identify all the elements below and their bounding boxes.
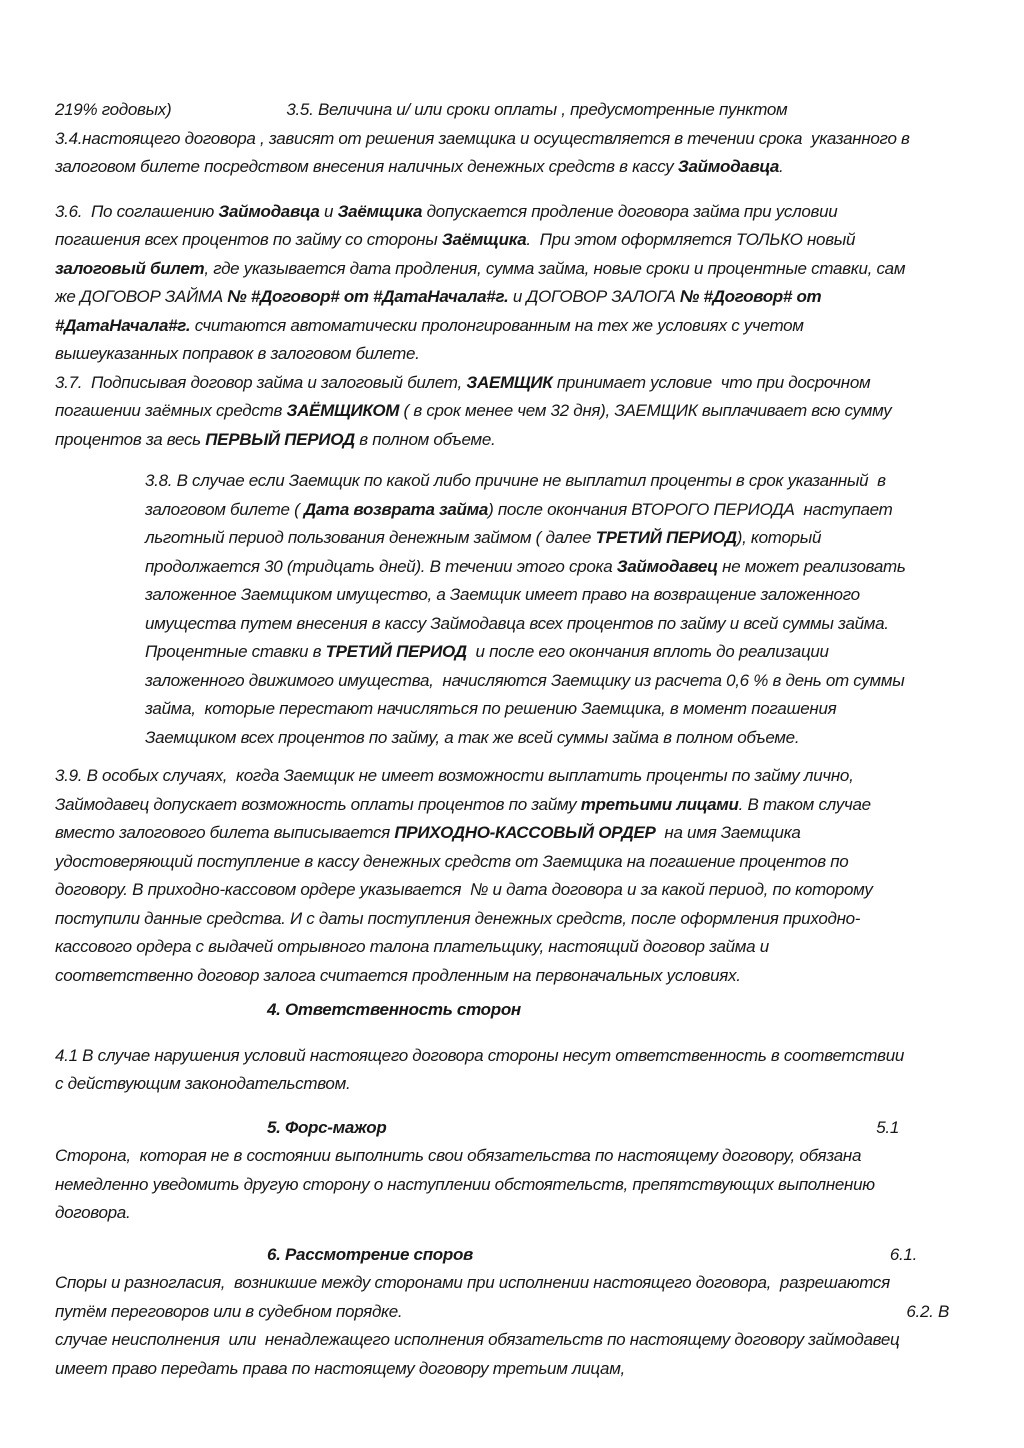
text-line	[55, 1241, 969, 1270]
text-run: путём переговоров или в судебном порядке.	[55, 1301, 403, 1321]
text-run: Споры и разногласия, возникшие между сторонами при исполнении настоящего договора, разрешаются	[55, 1273, 890, 1292]
text-line	[145, 695, 969, 724]
para-4-1	[55, 1042, 969, 1099]
para-5-body	[55, 1142, 969, 1228]
line-left-segment	[55, 1146, 861, 1165]
text-run: . При этом оформляется ТОЛЬКО новый	[526, 230, 856, 249]
line-left-segment	[267, 1241, 473, 1270]
heading-section-5	[55, 1114, 969, 1143]
text-run: случае неисполнения или ненадлежащего исполнения обязательств по настоящему договору займодавец	[55, 1330, 900, 1349]
line-left-segment	[55, 1203, 130, 1222]
text-run-bold: 4. Ответственность сторон	[267, 1000, 521, 1019]
line-left-segment	[55, 157, 783, 176]
line-left-segment	[55, 430, 495, 449]
text-line	[55, 153, 969, 182]
text-run-bold: #ДатаНачала#г.	[55, 315, 191, 335]
text-run: не может реализовать	[717, 556, 906, 576]
text-line	[55, 369, 969, 398]
text-run: и ДОГОВОР ЗАЛОГА	[508, 287, 680, 306]
line-left-segment	[145, 614, 889, 633]
line-left-segment	[55, 1298, 402, 1327]
text-run-bold: ЗАЁМЩИКОМ	[286, 401, 400, 420]
text-line	[55, 1298, 969, 1327]
text-run: кассового ордера с выдачей отрывного талона плательщику, настоящий договор займа и	[55, 937, 769, 956]
line-left-segment	[55, 259, 905, 278]
text-run: с действующим законодательством.	[55, 1074, 351, 1093]
text-run: продолжается 30 (тридцать дней). В течении этого срока	[145, 556, 617, 576]
text-run: 4.1 В случае нарушения условий настоящего договора стороны несут ответственность в соответствии	[55, 1045, 905, 1065]
line-left-segment	[55, 230, 855, 249]
text-run: вышеуказанных поправок в залоговом билете.	[55, 344, 420, 363]
text-run: имеет право передать права по настоящему договору третьим лицам,	[55, 1358, 625, 1378]
text-run: , где указывается дата продления, сумма займа, новые сроки и процентные ставки, сам	[204, 258, 906, 278]
text-line	[55, 1355, 969, 1384]
text-line	[145, 553, 969, 582]
text-line	[55, 819, 969, 848]
text-run: 3.6. По соглашению	[55, 201, 219, 221]
text-line	[55, 340, 969, 369]
text-run: договора.	[55, 1203, 131, 1222]
line-left-segment	[55, 880, 873, 899]
line-left-segment	[145, 500, 893, 519]
heading-section-6	[55, 1241, 969, 1270]
text-run: Процентные ставки в	[145, 642, 326, 661]
text-run-bold: ЗАЕМЩИК	[466, 372, 553, 392]
line-left-segment	[55, 1273, 890, 1292]
para-3-6	[55, 198, 969, 369]
text-line	[55, 1114, 969, 1143]
text-run: 3.7. Подписывая договор займа и залоговый билет,	[55, 372, 467, 392]
text-run: вместо залогового билета выписывается	[55, 823, 395, 842]
text-run-bold: Займодавца	[677, 157, 780, 176]
line-left-segment	[145, 557, 906, 576]
line-left-segment	[55, 852, 848, 871]
line-left-segment	[267, 1114, 386, 1143]
text-run: принимает условие что при досрочном	[552, 372, 871, 392]
text-line	[55, 1070, 969, 1099]
line-left-segment	[55, 1175, 875, 1194]
text-run: в полном объеме.	[354, 429, 496, 449]
line-left-segment	[55, 823, 801, 842]
line-left-segment	[55, 100, 787, 119]
line-left-segment	[145, 528, 821, 547]
text-run-bold: Дата возврата займа	[303, 499, 489, 519]
text-run: залоговом билете посредством внесения наличных денежных средств в кассу	[55, 157, 678, 176]
text-run: . В таком случае	[738, 794, 871, 814]
text-run: же ДОГОВОР ЗАЙМА	[55, 287, 228, 306]
text-line	[55, 1142, 969, 1171]
line-left-segment	[55, 1046, 904, 1065]
text-run-bold: третьими лицами	[580, 794, 739, 814]
text-run: заложенного движимого имущества, начисляются Заемщику из расчета 0,6 % в день от суммы	[145, 670, 905, 690]
text-run: Займодавец допускает возможность оплаты процентов по займу	[55, 794, 581, 814]
line-left-segment	[145, 699, 836, 718]
text-run-bold: ПЕРВЫЙ ПЕРИОД	[205, 429, 355, 449]
text-run: на имя Заемщика	[655, 823, 801, 842]
text-run: 219% годовых)	[55, 100, 172, 119]
text-line	[55, 312, 969, 341]
line-left-segment	[145, 471, 886, 490]
line-left-segment	[55, 1074, 350, 1093]
para-6-body	[55, 1269, 969, 1383]
line-left-segment	[55, 202, 837, 221]
text-run-bold: ТРЕТИЙ ПЕРИОД	[595, 528, 737, 547]
line-left-segment	[55, 401, 891, 420]
text-run-bold: залоговый билет	[55, 258, 205, 278]
line-left-segment	[55, 795, 871, 814]
text-run: 3.5. Величина и/ или сроки оплаты , предусмотренные пунктом	[286, 100, 788, 119]
text-line	[55, 762, 969, 791]
text-run: удостоверяющий поступление в кассу денежных средств от Заемщика на погашение процентов по	[55, 851, 849, 871]
text-line	[145, 496, 969, 525]
para-3-8	[55, 467, 969, 752]
text-run: Сторона, которая не в состоянии выполнить свои обязательства по настоящему договору, обязана	[55, 1146, 862, 1165]
text-line	[145, 724, 969, 753]
text-run-bold: 6. Рассмотрение споров	[267, 1244, 474, 1264]
line-left-segment	[55, 129, 910, 148]
text-line	[55, 962, 969, 991]
line-left-segment	[145, 671, 904, 690]
line-left-segment	[55, 373, 870, 392]
text-run: немедленно уведомить другую сторону о наступлении обстоятельств, препятствующих выполнению	[55, 1174, 875, 1194]
text-run: 5.1	[876, 1117, 899, 1137]
text-run-bold: № #Договор# от	[679, 287, 822, 306]
text-run: ) после окончания ВТОРОГО ПЕРИОДА наступает	[488, 499, 893, 519]
text-run: и после его окончания вплоть до реализации	[466, 642, 829, 661]
text-run: считаются автоматически пролонгированным на тех же условиях с учетом	[190, 315, 804, 335]
text-run: допускается продление договора займа при условии	[422, 201, 838, 221]
text-run: ( в срок менее чем 32 дня), ЗАЕМЩИК выплачивает всю сумму	[399, 401, 892, 420]
text-run: и	[319, 201, 338, 221]
line-left-segment	[55, 344, 420, 363]
text-run: льготный период пользования денежным займом ( далее	[145, 528, 596, 547]
text-run: 3.4.настоящего договора , зависят от решения заемщика и осуществляется в течении срока указанного в	[55, 128, 910, 148]
text-run: залоговом билете (	[145, 499, 304, 519]
text-run: ), который	[736, 528, 822, 547]
para-3-7	[55, 369, 969, 455]
line-left-segment	[55, 766, 854, 785]
text-line	[55, 791, 969, 820]
text-line	[55, 283, 969, 312]
line-right-segment	[876, 1114, 969, 1143]
text-run: погашения всех процентов по займу со стороны	[55, 230, 442, 249]
para-3-9	[55, 762, 969, 990]
text-line	[145, 610, 969, 639]
text-run: 3.9. В особых случаях, когда Заемщик не имеет возможности выплатить проценты по займу лично,	[55, 766, 854, 785]
text-run: погашении заёмных средств	[55, 401, 287, 420]
line-left-segment	[55, 1330, 899, 1349]
text-line	[55, 996, 969, 1025]
text-run: 6.1.	[889, 1244, 917, 1264]
text-line	[145, 581, 969, 610]
text-line	[55, 426, 969, 455]
text-line	[55, 1199, 969, 1228]
text-run: договору. В приходно-кассовом ордере указывается № и дата договора и за какой период, по которому	[55, 880, 873, 899]
text-line	[55, 876, 969, 905]
text-run-bold: Займодавца	[218, 201, 320, 221]
line-right-segment	[906, 1298, 969, 1327]
text-run: Заемщиком всех процентов по займу, а так же всей суммы займа в полном объеме.	[145, 727, 800, 747]
line-right-segment	[890, 1241, 969, 1270]
line-left-segment	[55, 966, 741, 985]
text-run-bold: Займодавец	[616, 556, 718, 576]
text-line	[55, 226, 969, 255]
text-line	[55, 125, 969, 154]
text-line	[55, 397, 969, 426]
text-run: поступили данные средства. И с даты поступления денежных средств, после оформления приходно-	[55, 908, 861, 928]
text-run-bold: Заёмщика	[441, 230, 527, 249]
text-line	[145, 467, 969, 496]
text-line	[145, 638, 969, 667]
line-left-segment	[145, 728, 799, 747]
text-run: займа, которые перестают начисляться по решению Заемщика, в момент погашения	[145, 699, 837, 718]
line-left-segment	[267, 1000, 521, 1019]
text-run-bold: 5. Форс-мажор	[267, 1117, 387, 1137]
para-3-5	[55, 96, 969, 182]
text-line	[145, 667, 969, 696]
line-left-segment	[55, 909, 860, 928]
line-left-segment	[55, 287, 821, 306]
text-run: .	[779, 157, 784, 176]
line-left-segment	[55, 937, 769, 956]
text-run: соответственно договор залога считается продленным на первоначальных условиях.	[55, 965, 741, 985]
line-left-segment	[55, 316, 804, 335]
text-run-bold: ТРЕТИЙ ПЕРИОД	[325, 642, 467, 661]
text-run: 3.8. В случае если Заемщик по какой либо причине не выплатил проценты в срок указанный в	[145, 471, 886, 490]
text-line	[55, 96, 969, 125]
line-left-segment	[145, 585, 860, 604]
line-left-segment	[55, 1359, 625, 1378]
text-line	[55, 1171, 969, 1200]
text-run-bold: № #Договор# от #ДатаНачала#г.	[227, 287, 509, 306]
text-run: 6.2. В	[906, 1301, 949, 1321]
text-run: заложенное Заемщиком имущество, а Заемщик имеет право на возвращение заложенного	[145, 585, 860, 604]
text-line	[55, 1326, 969, 1355]
text-line	[55, 1042, 969, 1071]
text-line	[55, 1269, 969, 1298]
text-run-bold: Заёмщика	[337, 201, 423, 221]
line-left-segment	[145, 642, 829, 661]
text-run: имущества путем внесения в кассу Займодавца всех процентов по займу и всей суммы займа.	[145, 613, 889, 633]
text-run: процентов за весь	[55, 429, 206, 449]
text-line	[55, 933, 969, 962]
heading-section-4	[55, 996, 969, 1025]
text-line	[55, 255, 969, 284]
tab-spacer	[171, 114, 286, 115]
text-run-bold: ПРИХОДНО-КАССОВЫЙ ОРДЕР	[394, 823, 656, 842]
text-line	[55, 198, 969, 227]
text-line	[145, 524, 969, 553]
text-line	[55, 905, 969, 934]
text-line	[55, 848, 969, 877]
